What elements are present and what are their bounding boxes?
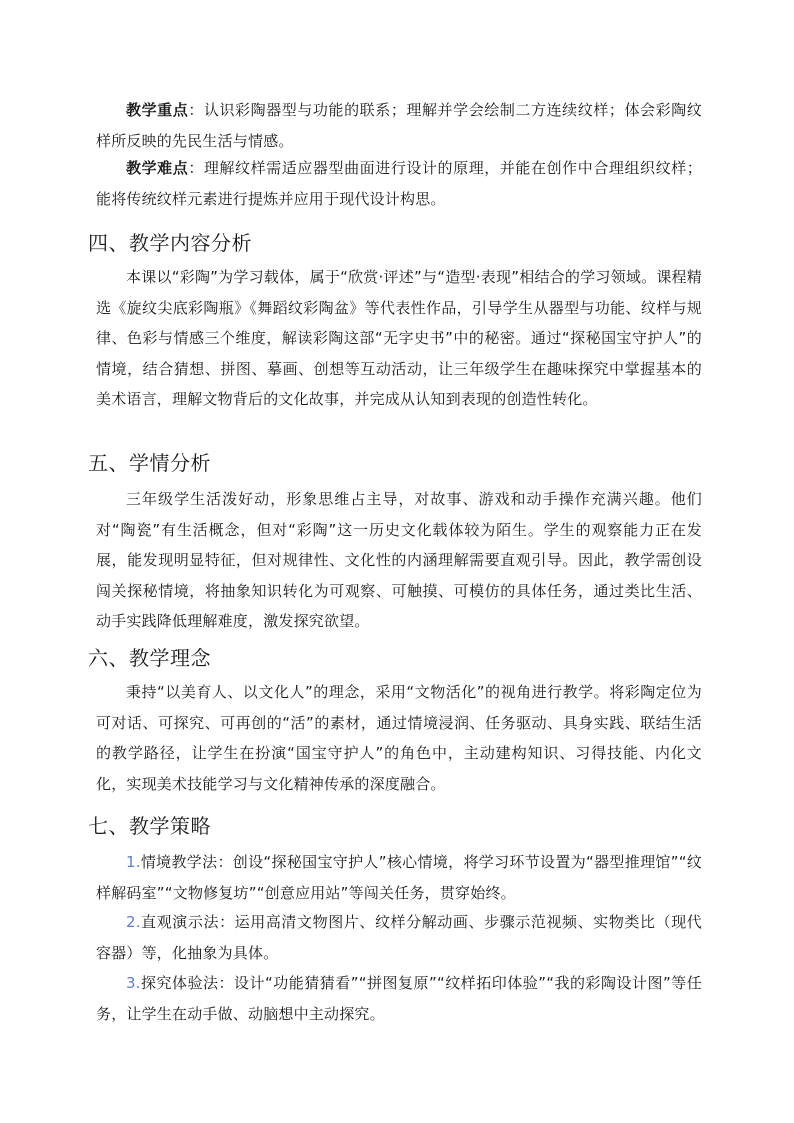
- strategy-item-inquiry: [96, 968, 702, 1029]
- strategy-number: 2.: [126, 913, 141, 931]
- section-body-teaching-philosophy: 秉持“以美育人、以文化人”的理念，采用“文物活化”的视角进行教学。将彩陶定位为可对话、可探究、可再创的“活”的素材，通过情境浸润、任务驱动、具身实践、联结生活的教学路径，让学生在扮演“国宝守护人”的角色中，主动建构知识、习得技能、内化文化，实现美术技能学习与文化精神传承的深度融合。: [96, 683, 702, 793]
- teaching-focus-paragraph: [96, 95, 702, 156]
- strategy-number: 1.: [126, 853, 141, 871]
- teaching-difficulty-text: ：理解纹样需适应器型曲面进行设计的原理，并能在创作中合理组织纹样；能将传统纹样元素进行提炼并应用于现代设计构思。: [96, 159, 702, 208]
- strategy-item-demonstration: [96, 907, 702, 968]
- teaching-focus-text: ：认识彩陶器型与功能的联系；理解并学会绘制二方连续纹样；体会彩陶纹样所反映的先民生活与情感。: [96, 101, 702, 150]
- section-body-learner-analysis: 三年级学生活泼好动，形象思维占主导，对故事、游戏和动手操作充满兴趣。他们对“陶瓷”有生活概念，但对“彩陶”这一历史文化载体较为陌生。学生的观察能力正在发展，能发现明显特征，但对规律性、文化性的内涵理解需要直观引导。因此，教学需创设闯关探秘情境，将抽象知识转化为可观察、可触摸、可模仿的具体任务，通过类比生活、动手实践降低理解难度，激发探究欲望。: [96, 490, 702, 630]
- section-body-content-analysis: 本课以“彩陶”为学习载体，属于“欣赏·评述”与“造型·表现”相结合的学习领域。课程精选《旋纹尖底彩陶瓶》《舞蹈纹彩陶盆》等代表性作品，引导学生从器型与功能、纹样与规律、色彩与情感三个维度，解读彩陶这部“无字史书”中的秘密。通过“探秘国宝守护人”的情境，结合猜想、拼图、摹画、创想等互动活动，让三年级学生在趣味探究中掌握基本的美术语言，理解文物背后的文化故事，并完成从认知到表现的创造性转化。: [96, 268, 702, 408]
- section-heading-learner-analysis: 五、学情分析: [88, 451, 211, 475]
- strategy-text: 情境教学法：创设“探秘国宝守护人”核心情境，将学习环节设置为“器型推理馆”“纹样解码室”“文物修复坊”“创意应用站”等闯关任务，贯穿始终。: [96, 853, 702, 902]
- strategy-text: 直观演示法：运用高清文物图片、纹样分解动画、步骤示范视频、实物类比（现代容器）等，化抽象为具体。: [96, 913, 702, 962]
- strategy-number: 3.: [126, 974, 141, 992]
- section-heading-content-analysis: 四、教学内容分析: [88, 231, 252, 255]
- teaching-difficulty-label: 教学难点: [126, 159, 189, 177]
- section-heading-teaching-strategy: 七、教学策略: [88, 814, 211, 838]
- strategy-text: 探究体验法：设计“功能猜猜看”“拼图复原”“纹样拓印体验”“我的彩陶设计图”等任务，让学生在动手做、动脑想中主动探究。: [96, 974, 702, 1023]
- strategy-item-situational: [96, 847, 702, 908]
- section-heading-teaching-philosophy: 六、教学理念: [88, 646, 211, 670]
- teaching-difficulty-paragraph: [96, 153, 702, 214]
- teaching-focus-label: 教学重点: [126, 101, 189, 119]
